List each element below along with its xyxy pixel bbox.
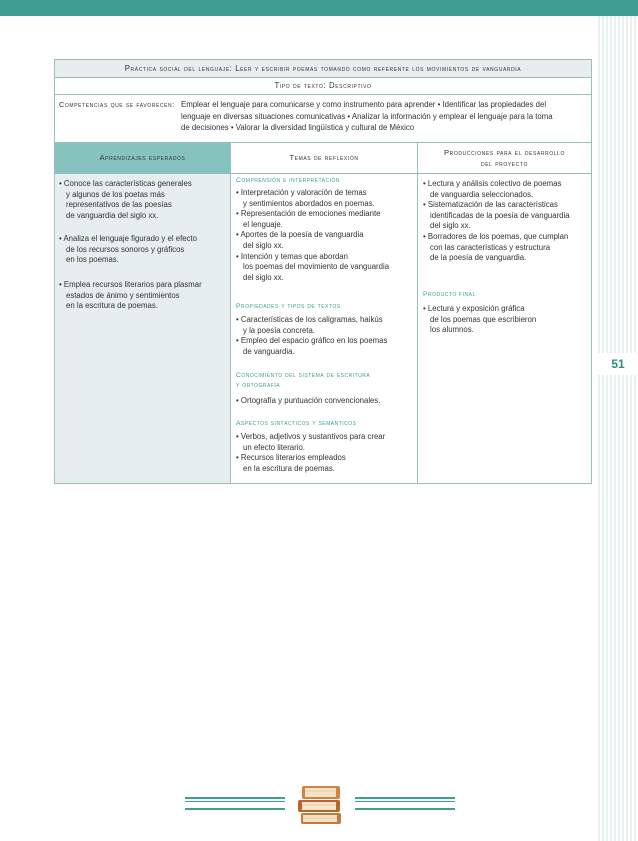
text-line: y algunos de los poetas más: [66, 189, 165, 199]
tipo-texto-row: Tipo de texto: Descriptivo: [55, 78, 591, 95]
conocimiento-list: [236, 396, 380, 407]
aprendizaje-item: [59, 179, 192, 221]
page-number: 51: [598, 353, 638, 375]
text-line: Conocimiento del sistema de escritura: [236, 372, 371, 379]
text-line: de vanguardia seleccionados.: [430, 189, 534, 199]
text-line: • Intención y temas que abordan: [236, 251, 348, 261]
text-line: y sentimientos abordados en poemas.: [243, 198, 375, 208]
aprendizajes-column: [55, 174, 231, 483]
producciones-column: [418, 174, 591, 483]
competencias-line: lenguaje en diversas situaciones comunicativas • Analizar la información y emplear el lenguaje para la toma: [181, 111, 553, 121]
text-line: en la escritura de poemas.: [66, 301, 158, 311]
text-line: representativos de las poesías: [66, 200, 172, 210]
program-table: [54, 59, 592, 484]
text-line: de los poemas que escribieron: [430, 314, 537, 324]
text-line: de vanguardia del siglo xx.: [66, 210, 159, 220]
footer-rule-right: [355, 797, 455, 810]
subheading-propiedades: Propiedades y tipos de textos: [236, 303, 341, 310]
text-line: del siglo xx.: [243, 240, 284, 250]
producto-final-list: [423, 304, 536, 336]
producciones-list: [423, 179, 570, 264]
competencias-label: Competencias que se favorecen:: [59, 100, 175, 109]
text-line: • Características de los caligramas, haikús: [236, 315, 383, 324]
text-line: • Empleo del espacio gráfico en los poemas: [236, 336, 388, 346]
header-aprendizajes: Aprendizajes esperados: [55, 143, 231, 173]
subheading-comprension: Comprensión e interpretación: [236, 177, 340, 184]
text-line: los poemas del movimiento de vanguardia: [243, 262, 390, 272]
header-producciones-line: Producciones para el desarrollo: [443, 148, 566, 157]
text-line: y ortografía: [236, 382, 281, 389]
margin-stripes: [598, 16, 638, 841]
text-line: el lenguaje.: [243, 219, 283, 229]
text-line: de vanguardia.: [243, 346, 295, 356]
text-line: estados de ánimo y sentimientos: [66, 290, 180, 300]
practica-social-row: Práctica social del lenguaje: Leer y escribir poemas tomando como referente los movimientos de vanguardia: [55, 60, 591, 78]
text-line: con las características y estructura: [430, 242, 551, 252]
header-producciones-line: del proyecto: [480, 159, 528, 168]
text-line: • Emplea recursos literarios para plasmar: [59, 280, 202, 289]
text-line: • Recursos literarios empleados: [236, 453, 346, 463]
text-line: • Conoce las características generales: [59, 179, 192, 188]
aprendizaje-item: [59, 234, 197, 266]
text-line: en los poemas.: [66, 255, 119, 265]
text-line: en la escritura de poemas.: [243, 463, 335, 473]
footer-rule-left: [185, 797, 285, 810]
aprendizaje-item: [59, 280, 202, 312]
aspectos-list: [236, 432, 385, 474]
text-line: • Lectura y exposición gráfica: [423, 304, 525, 313]
top-banner: [0, 0, 638, 16]
text-line: • Representación de emociones mediante: [236, 209, 381, 219]
subheading-conocimiento: [236, 371, 370, 391]
text-line: de la poesía de vanguardia.: [430, 253, 527, 263]
text-line: del siglo xx.: [243, 272, 284, 282]
text-line: • Borradores de los poemas, que cumplan: [423, 231, 569, 241]
text-line: un efecto literario.: [243, 442, 305, 452]
text-line: • Verbos, adjetivos y sustantivos para crear: [236, 432, 386, 441]
text-line: • Sistematización de las características: [423, 200, 558, 210]
competencias-text: [181, 99, 589, 134]
text-line: del siglo xx.: [430, 221, 471, 231]
competencias-line: de decisiones • Valorar la diversidad lingüística y cultural de México: [181, 123, 415, 132]
text-line: • Ortografía y puntuación convencionales.: [236, 396, 381, 405]
text-line: los alumnos.: [430, 325, 474, 335]
text-line: de los recursos sonoros y gráficos: [66, 244, 185, 254]
text-line: • Analiza el lenguaje figurado y el efecto: [59, 234, 197, 243]
temas-column: [231, 174, 418, 483]
column-headers: [55, 143, 591, 174]
subheading-aspectos: Aspectos sintácticos y semánticos: [236, 420, 357, 427]
header-producciones: [418, 147, 591, 169]
books-icon: [295, 781, 345, 827]
subheading-producto-final: Producto final: [423, 291, 476, 298]
propiedades-list: [236, 315, 387, 357]
text-line: • Aportes de la poesía de vanguardia: [236, 230, 364, 240]
competencias-row: [55, 95, 591, 143]
text-line: • Interpretación y valoración de temas: [236, 188, 367, 197]
text-line: y la poesía concreta.: [243, 325, 315, 335]
header-temas: Temas de reflexión: [231, 143, 418, 173]
text-line: identificadas de la poesía de vanguardia: [430, 210, 570, 220]
comprension-list: [236, 188, 389, 283]
competencias-line: Emplear el lenguaje para comunicarse y como instrumento para aprender • Identificar las propiedades del: [181, 100, 547, 109]
text-line: • Lectura y análisis colectivo de poemas: [423, 179, 562, 188]
